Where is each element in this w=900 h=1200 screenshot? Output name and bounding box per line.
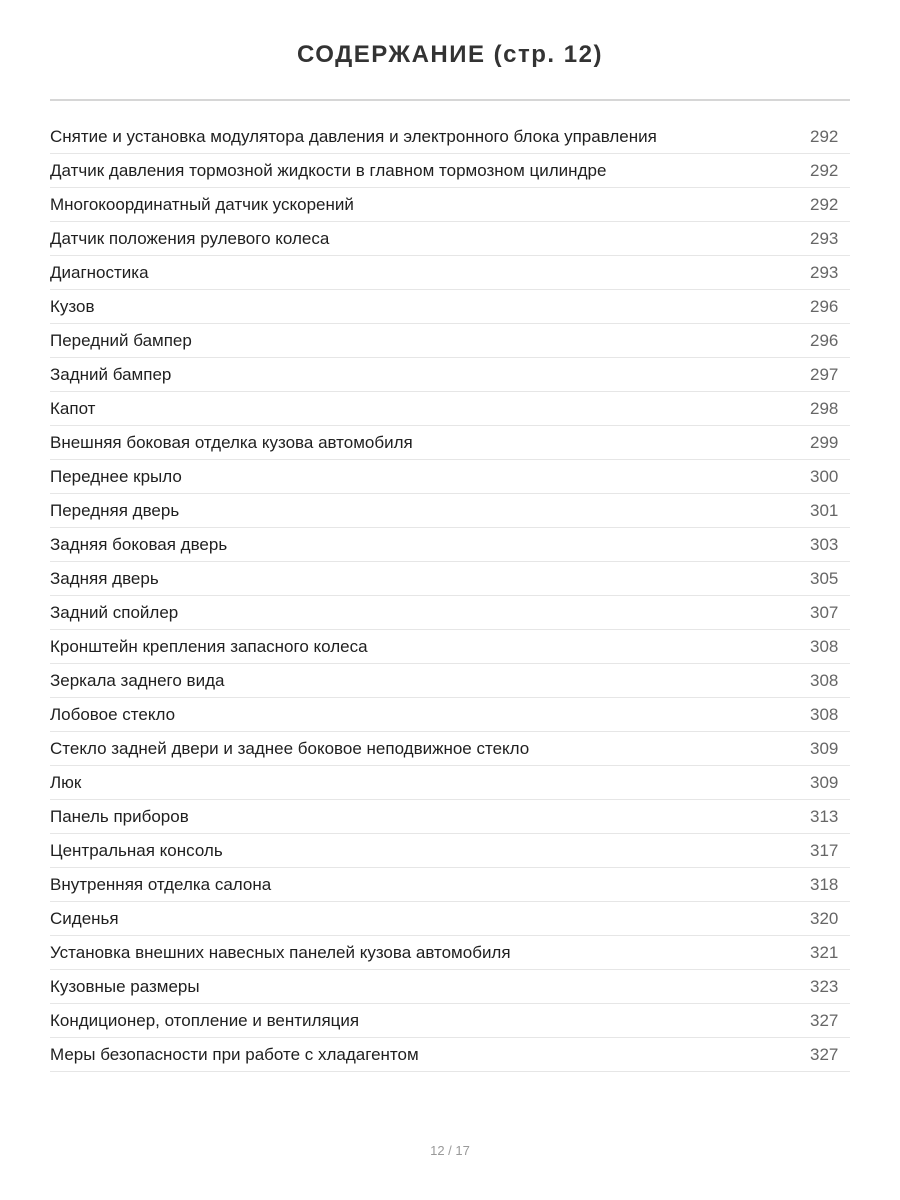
toc-entry-page-number: 292	[810, 194, 839, 214]
toc-entry[interactable]	[50, 222, 850, 256]
toc-entry-title[interactable]: Задний спойлер	[50, 602, 179, 622]
toc-entry-page-number: 293	[810, 262, 839, 282]
toc-entry-page-number: 292	[810, 126, 839, 146]
toc-entry-title[interactable]: Передняя дверь	[50, 500, 180, 520]
toc-entry[interactable]	[50, 1038, 850, 1072]
toc-entry-page-number: 293	[810, 228, 839, 248]
toc-entry[interactable]	[50, 596, 850, 630]
toc-entry-title[interactable]: Задний бампер	[50, 364, 172, 384]
toc-entry-page-number: 301	[810, 500, 839, 520]
toc-entry-page-number: 321	[810, 942, 839, 962]
toc-entry-page-number: 308	[810, 636, 839, 656]
page-title: СОДЕРЖАНИЕ (стр. 12)	[297, 41, 603, 68]
toc-entry[interactable]	[50, 290, 850, 324]
toc-entry-page-number: 296	[810, 296, 839, 316]
toc-entry[interactable]	[50, 562, 850, 596]
toc-entry-page-number: 309	[810, 772, 839, 792]
toc-entry-title[interactable]: Зеркала заднего вида	[50, 670, 225, 690]
toc-entry-title[interactable]: Лобовое стекло	[50, 704, 176, 724]
toc-entry-title[interactable]: Внутренняя отделка салона	[50, 874, 272, 894]
toc-entry-title[interactable]: Диагностика	[50, 262, 149, 282]
toc-entry-page-number: 309	[810, 738, 839, 758]
toc-entry-page-number: 296	[810, 330, 839, 350]
toc-entry[interactable]	[50, 936, 850, 970]
toc-entry-page-number: 317	[810, 840, 839, 860]
toc-entry-title[interactable]: Кузов	[50, 296, 95, 316]
toc-entry[interactable]	[50, 1004, 850, 1038]
toc-entry-title[interactable]: Передний бампер	[50, 330, 192, 350]
toc-entry-title[interactable]: Задняя боковая дверь	[50, 534, 228, 554]
toc-entry-title[interactable]: Переднее крыло	[50, 466, 182, 486]
toc-entry-title[interactable]: Датчик давления тормозной жидкости в главном тормозном цилиндре	[50, 160, 607, 180]
toc-entry-title[interactable]: Кронштейн крепления запасного колеса	[50, 636, 368, 656]
page-indicator: 12 / 17	[430, 1143, 470, 1158]
toc-entry-page-number: 327	[810, 1010, 839, 1030]
toc-entry-title[interactable]: Задняя дверь	[50, 568, 159, 588]
toc-entry-page-number: 318	[810, 874, 839, 894]
toc-entry-page-number: 300	[810, 466, 839, 486]
toc-entry-title[interactable]: Центральная консоль	[50, 840, 223, 860]
toc-entry-title[interactable]: Кондиционер, отопление и вентиляция	[50, 1010, 360, 1030]
toc-entry-page-number: 292	[810, 160, 839, 180]
toc-entry-page-number: 308	[810, 670, 839, 690]
toc-entry-title[interactable]: Снятие и установка модулятора давления и электронного блока управления	[50, 126, 657, 146]
toc-entry[interactable]	[50, 664, 850, 698]
toc-entry-page-number: 308	[810, 704, 839, 724]
toc-entry-title[interactable]: Внешняя боковая отделка кузова автомобиля	[50, 432, 413, 452]
toc-entry-title[interactable]: Установка внешних навесных панелей кузова автомобиля	[50, 942, 511, 962]
toc-entry[interactable]	[50, 154, 850, 188]
toc-entry[interactable]	[50, 358, 850, 392]
toc-entry[interactable]	[50, 732, 850, 766]
toc-entry-title[interactable]: Кузовные размеры	[50, 976, 200, 996]
toc-entry[interactable]	[50, 392, 850, 426]
toc-entry-title[interactable]: Сиденья	[50, 908, 119, 928]
toc-entry-page-number: 303	[810, 534, 839, 554]
toc-entry-title[interactable]: Капот	[50, 398, 96, 418]
toc-entry-page-number: 320	[810, 908, 839, 928]
toc-entry-title[interactable]: Стекло задней двери и заднее боковое неподвижное стекло	[50, 738, 530, 758]
toc-entry[interactable]	[50, 494, 850, 528]
toc-entry-title[interactable]: Меры безопасности при работе с хладагентом	[50, 1044, 419, 1064]
toc-entry-page-number: 327	[810, 1044, 839, 1064]
toc-entry[interactable]	[50, 902, 850, 936]
toc-entry-page-number: 305	[810, 568, 839, 588]
toc-entry[interactable]	[50, 868, 850, 902]
toc-entry-page-number: 307	[810, 602, 839, 622]
toc-entry[interactable]	[50, 630, 850, 664]
toc-entry[interactable]	[50, 834, 850, 868]
toc-entry[interactable]	[50, 766, 850, 800]
toc-entry-title[interactable]: Датчик положения рулевого колеса	[50, 228, 330, 248]
toc-entry[interactable]	[50, 800, 850, 834]
toc-entry[interactable]	[50, 698, 850, 732]
toc-entry[interactable]	[50, 528, 850, 562]
toc-entry[interactable]	[50, 970, 850, 1004]
toc-entry[interactable]	[50, 188, 850, 222]
toc-entry-page-number: 299	[810, 432, 839, 452]
toc-entry[interactable]	[50, 256, 850, 290]
toc-entry[interactable]	[50, 426, 850, 460]
toc-entry-page-number: 323	[810, 976, 839, 996]
toc-entry-page-number: 313	[810, 806, 839, 826]
toc-entry-page-number: 298	[810, 398, 839, 418]
title-divider	[50, 99, 850, 101]
toc-entry-title[interactable]: Панель приборов	[50, 806, 189, 826]
toc-entry[interactable]	[50, 460, 850, 494]
toc-entry-title[interactable]: Многокоординатный датчик ускорений	[50, 194, 354, 214]
toc-entry[interactable]	[50, 324, 850, 358]
table-of-contents	[50, 120, 850, 1072]
toc-entry[interactable]	[50, 120, 850, 154]
toc-entry-title[interactable]: Люк	[50, 772, 82, 792]
toc-entry-page-number: 297	[810, 364, 839, 384]
